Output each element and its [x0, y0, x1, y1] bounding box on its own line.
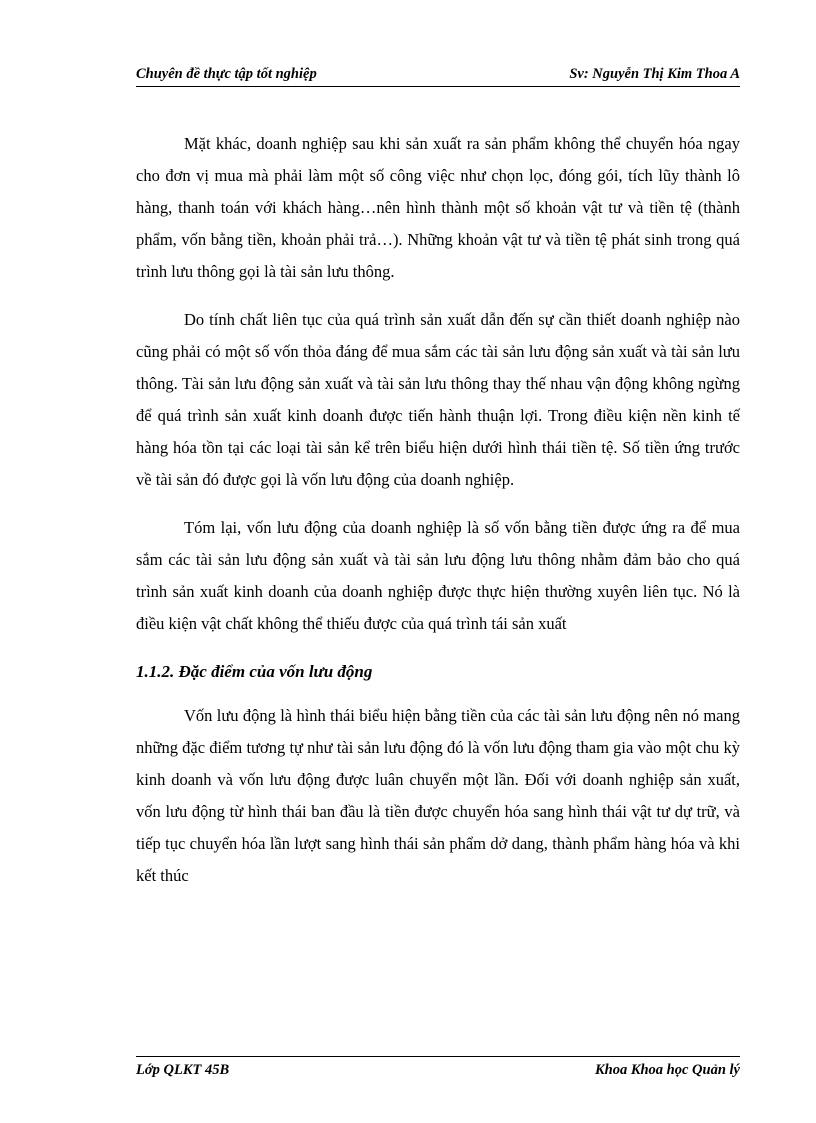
- paragraph-1: Mặt khác, doanh nghiệp sau khi sản xuất ra sản phẩm không thể chuyển hóa ngay cho đơn vị mua mà phải làm một số công việc như chọn lọc, đóng gói, tích lũy thành lô hàng, thanh toán với khách hàng…nên hình thành một số khoản vật tư và tiền tệ (thành phẩm, vốn bằng tiền, khoản phải trả…). Những khoản vật tư và tiền tệ phát sinh trong quá trình lưu thông gọi là tài sản lưu thông.: [136, 134, 740, 281]
- page-footer: [136, 1056, 740, 1081]
- header-document-title: Chuyên đề thực tập tốt nghiệp: [136, 66, 317, 82]
- paragraph-3: Tóm lại, vốn lưu động của doanh nghiệp là số vốn bằng tiền được ứng ra để mua sắm các tài sản lưu động sản xuất và tài sản lưu động lưu thông nhằm đảm bảo cho quá trình sản xuất kinh doanh của doanh nghiệp được thực hiện thường xuyên liên tục. Nó là điều kiện vật chất không thể thiếu được của quá trình tái sản xuất: [136, 518, 740, 633]
- footer-faculty-name: Khoa Khoa học Quản lý: [594, 1062, 740, 1078]
- paragraph-2: Do tính chất liên tục của quá trình sản xuất dẫn đến sự cần thiết doanh nghiệp nào cũng phải có một số vốn thỏa đáng để mua sắm các tài sản lưu động sản xuất và tài sản lưu thông. Tài sản lưu động sản xuất và tài sản lưu thông thay thế nhau vận động không ngừng để quá trình sản xuất kinh doanh được tiến hành thuận lợi. Trong điều kiện nền kinh tế hàng hóa tồn tại các loại tài sản kể trên biểu hiện dưới hình thái tiền tệ. Số tiền ứng trước về tài sản đó được gọi là vốn lưu động của doanh nghiệp.: [136, 310, 740, 489]
- header-student-name: Sv: Nguyễn Thị Kim Thoa A: [569, 66, 740, 82]
- section-heading: 1.1.2. Đặc điểm của vốn lưu động: [136, 662, 373, 681]
- page-header: [136, 64, 740, 87]
- paragraph-4: Vốn lưu động là hình thái biểu hiện bằng tiền của các tài sản lưu động nên nó mang những đặc điểm tương tự như tài sản lưu động đó là vốn lưu động tham gia vào một chu kỳ kinh doanh và vốn lưu động được luân chuyển một lần. Đối với doanh nghiệp sản xuất, vốn lưu động từ hình thái ban đầu là tiền được chuyển hóa sang hình thái vật tư dự trữ, và tiếp tục chuyển hóa lần lượt sang hình thái sản phẩm dở dang, thành phẩm hàng hóa và khi kết thúc: [136, 706, 740, 885]
- document-body: [136, 128, 740, 908]
- footer-class-name: Lớp QLKT 45B: [136, 1062, 230, 1078]
